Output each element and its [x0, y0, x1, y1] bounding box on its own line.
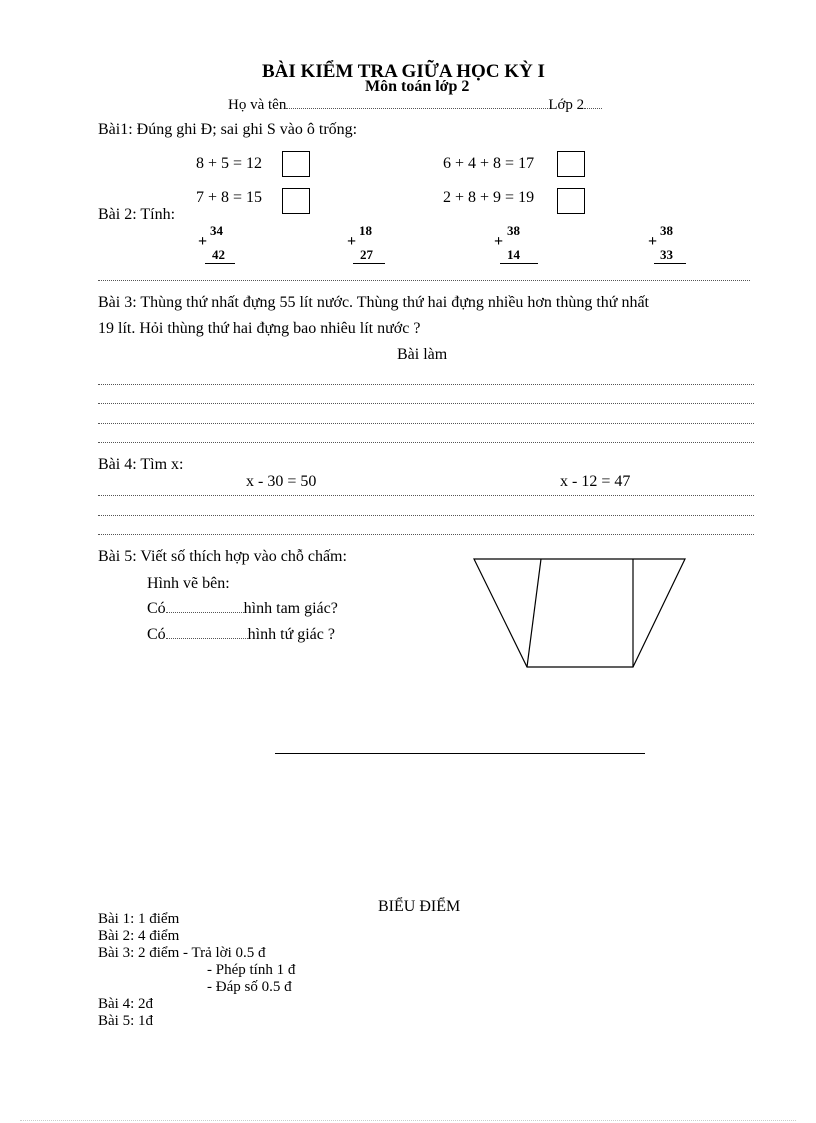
bai1-prompt: Bài1: Đúng ghi Đ; sai ghi S vào ô trống: — [98, 121, 358, 138]
quadrilateral-count — [147, 626, 335, 644]
page-title: BÀI KIỂM TRA GIỮA HỌC KỲ I — [262, 61, 545, 82]
addend-bottom: 42 — [212, 247, 225, 262]
addend-top: 38 — [507, 223, 520, 238]
answer-dotted-line[interactable] — [98, 515, 754, 516]
scoring-line: Bài 1: 1 điểm — [98, 911, 180, 927]
bai1-item: 2 + 8 + 9 = 19 — [443, 189, 535, 206]
sum-line — [353, 263, 385, 264]
geometry-figure — [470, 556, 690, 672]
page-subtitle: Môn toán lớp 2 — [365, 78, 470, 95]
addend-top: 34 — [210, 223, 223, 238]
addend-bottom: 27 — [360, 247, 373, 262]
sum-line — [500, 263, 538, 264]
answer-box[interactable] — [282, 188, 310, 214]
bai4-prompt: Bài 4: Tìm x: — [98, 456, 184, 473]
scoring-line: Bài 2: 4 điểm — [98, 928, 180, 944]
answer-dotted-line[interactable] — [98, 423, 754, 424]
answer-dotted-line[interactable] — [98, 534, 754, 535]
plus-sign: + — [198, 233, 208, 250]
scoring-title: BIỂU ĐIỂM — [378, 898, 461, 915]
addend-bottom: 14 — [507, 247, 520, 262]
answer-dotted-line[interactable] — [98, 495, 754, 496]
scoring-line: Bài 3: 2 điểm - Trả lời 0.5 đ — [98, 945, 266, 961]
triangle-count — [147, 600, 338, 618]
bai2-prompt: Bài 2: Tính: — [98, 206, 176, 223]
scoring-line: Bài 4: 2đ — [98, 996, 153, 1012]
q2-prefix: Có — [147, 626, 166, 643]
work-label: Bài làm — [397, 346, 448, 363]
bai3-line1: Bài 3: Thùng thứ nhất đựng 55 lít nước. Thùng thứ hai đựng nhiều hơn thùng thứ nhất — [98, 294, 649, 311]
name-label: Họ và tên — [228, 97, 287, 113]
q2-suffix: hình tứ giác ? — [247, 626, 335, 643]
class-label: Lớp 2 — [548, 97, 585, 113]
answer-dotted-line[interactable] — [98, 280, 750, 281]
answer-dotted-line[interactable] — [98, 384, 754, 385]
plus-sign: + — [648, 233, 658, 250]
scoring-line: Bài 5: 1đ — [98, 1013, 153, 1029]
addend-top: 38 — [660, 223, 673, 238]
bai1-item: 6 + 4 + 8 = 17 — [443, 155, 535, 172]
scoring-line: - Phép tính 1 đ — [207, 962, 296, 978]
bai1-item: 7 + 8 = 15 — [196, 189, 263, 206]
equation: x - 12 = 47 — [560, 473, 631, 490]
plus-sign: + — [347, 233, 357, 250]
section-divider — [275, 753, 645, 754]
page-bottom-border — [20, 1120, 796, 1121]
name-field — [228, 97, 602, 114]
answer-blank[interactable] — [166, 638, 248, 639]
bai5-prompt: Bài 5: Viết số thích hợp vào chỗ chấm: — [98, 548, 347, 565]
sum-line — [205, 263, 235, 264]
sum-line — [654, 263, 686, 264]
bai3-line2: 19 lít. Hỏi thùng thứ hai đựng bao nhiêu lít nước ? — [98, 320, 421, 337]
addend-bottom: 33 — [660, 247, 673, 262]
answer-dotted-line[interactable] — [98, 442, 754, 443]
addend-top: 18 — [359, 223, 372, 238]
answer-dotted-line[interactable] — [98, 403, 754, 404]
answer-box[interactable] — [282, 151, 310, 177]
bai1-item: 8 + 5 = 12 — [196, 155, 263, 172]
answer-box[interactable] — [557, 188, 585, 214]
q1-prefix: Có — [147, 600, 166, 617]
answer-blank[interactable] — [166, 612, 244, 613]
plus-sign: + — [494, 233, 504, 250]
inner-line-left — [527, 559, 541, 667]
equation: x - 30 = 50 — [246, 473, 317, 490]
trapezoid-outline — [474, 559, 685, 667]
answer-box[interactable] — [557, 151, 585, 177]
scoring-line: - Đáp số 0.5 đ — [207, 979, 292, 995]
q1-suffix: hình tam giác? — [243, 600, 338, 617]
bai5-sub: Hình vẽ bên: — [147, 575, 230, 592]
